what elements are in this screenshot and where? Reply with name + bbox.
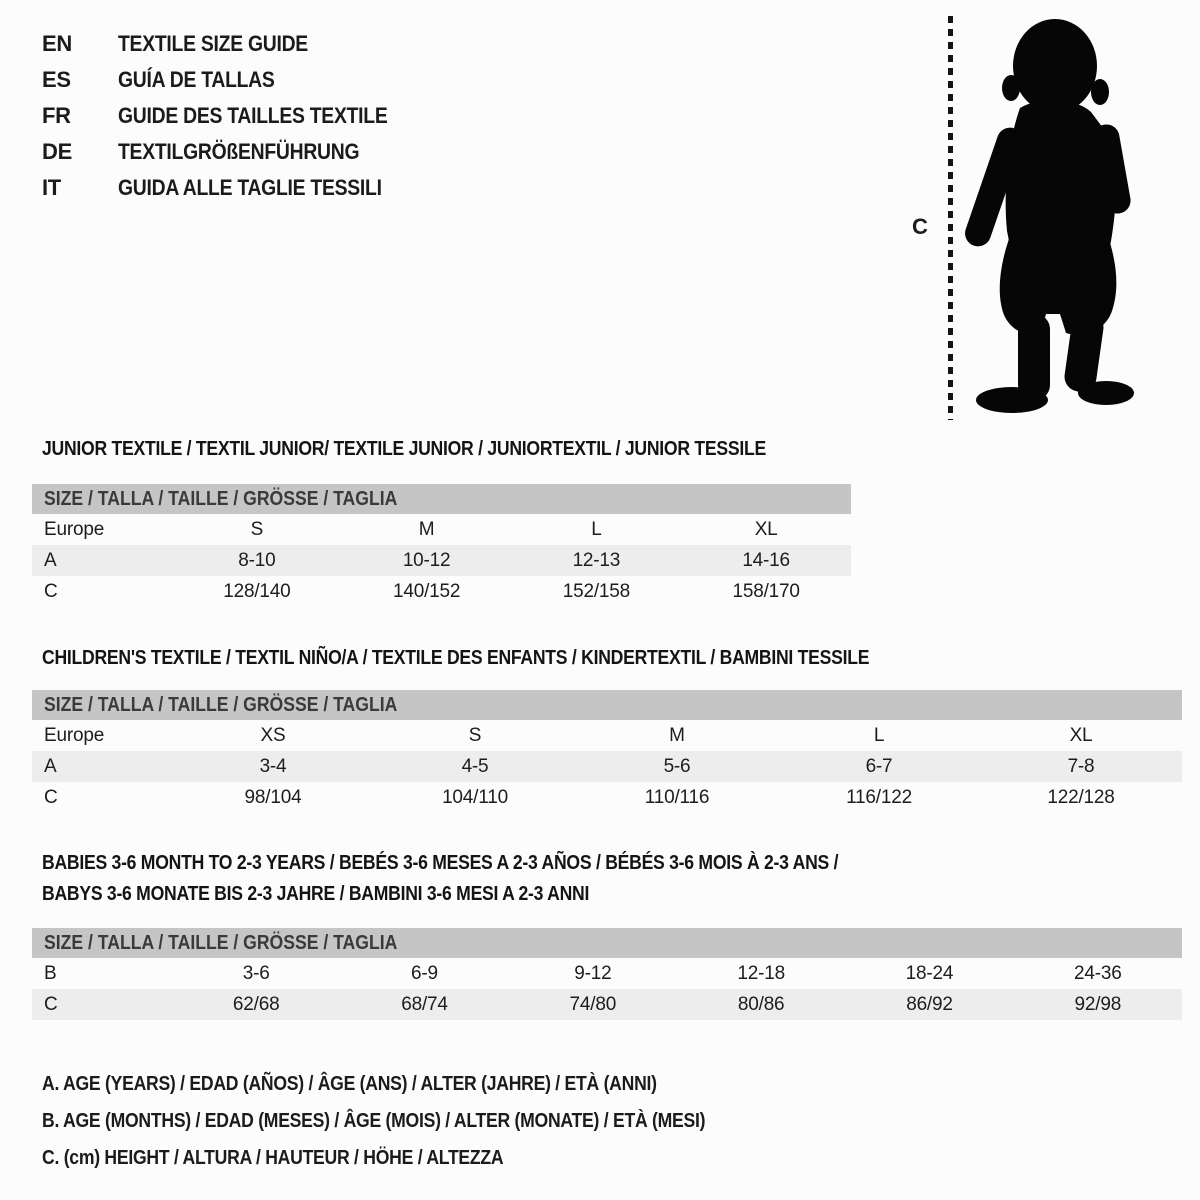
table-cell: L [873,724,885,746]
table-cell: 104/110 [442,786,508,808]
row-label: A [44,549,57,571]
junior-table-header-text: SIZE / TALLA / TAILLE / GRÖSSE / TAGLIA [44,487,398,510]
language-row-it [42,170,424,206]
measure-legend [42,1066,796,1177]
junior-size-table [32,484,851,607]
row-label: C [44,580,58,602]
table-cell: 140/152 [392,580,461,602]
children-section-title-text: CHILDREN'S TEXTILE / TEXTIL NIÑO/A / TEXTILE DES ENFANTS / KINDERTEXTIL / BAMBINI TESSILE [42,647,870,669]
table-cell: S [250,518,264,540]
language-title: GUÍA DE TALLAS [118,67,275,92]
language-title: TEXTILE SIZE GUIDE [118,31,308,56]
legend-line-c-text: C. (cm) HEIGHT / ALTURA / HAUTEUR / HÖHE / ALTEZZA [42,1147,504,1169]
row-label: C [44,786,58,808]
table-cell: XS [260,724,286,746]
language-title: GUIDA ALLE TAGLIE TESSILI [118,175,382,200]
legend-line-a [42,1066,796,1103]
table-cell: 122/128 [1047,786,1115,808]
legend-line-b-text: B. AGE (MONTHS) / EDAD (MESES) / ÂGE (MOIS) / ALTER (MONATE) / ETÀ (MESI) [42,1110,706,1132]
table-cell: 86/92 [906,993,953,1015]
table-cell: 6-7 [865,755,893,777]
table-cell: 24-36 [1074,962,1122,984]
children-section-title [42,643,982,674]
babies-section-title-line1: BABIES 3-6 MONTH TO 2-3 YEARS / BEBÉS 3-6 MESES A 2-3 AÑOS / BÉBÉS 3-6 MOIS À 2-3 ANS / [42,852,839,874]
table-cell: 3-6 [242,962,270,984]
table-cell: 128/140 [223,580,291,602]
row-label: Europe [44,724,105,746]
language-row-en [42,26,424,62]
language-row-de [42,134,424,170]
junior-table-header [32,484,851,514]
table-cell: 18-24 [905,962,954,984]
language-code: ES [42,67,71,92]
legend-line-a-text: A. AGE (YEARS) / EDAD (AÑOS) / ÂGE (ANS) / ALTER (JAHRE) / ETÀ (ANNI) [42,1073,657,1095]
table-cell: 110/116 [644,786,710,808]
table-cell: 116/122 [846,786,912,808]
table-cell: M [669,724,685,746]
babies-table-header-text: SIZE / TALLA / TAILLE / GRÖSSE / TAGLIA [44,931,398,954]
babies-section-title [42,848,947,910]
table-cell: 158/170 [732,580,800,602]
language-title-list [42,26,424,206]
children-size-table [32,690,1182,813]
table-cell: 80/86 [737,993,785,1015]
row-label: B [44,962,57,984]
table-cell: 62/68 [232,993,280,1015]
table-cell: S [468,724,482,746]
table-cell: 3-4 [259,755,287,777]
table-cell: 10-12 [402,549,451,571]
legend-line-b [42,1103,796,1140]
table-row-europe [32,514,851,545]
language-row-fr [42,98,424,134]
row-label: Europe [44,518,105,540]
babies-size-table [32,928,1182,1020]
table-cell: 12-13 [572,549,621,571]
legend-line-c [42,1140,796,1177]
table-row-c [32,576,851,607]
language-code: IT [42,175,61,200]
language-row-es [42,62,424,98]
babies-table-header [32,928,1182,958]
table-cell: XL [1069,724,1093,746]
table-cell: 68/74 [401,993,448,1015]
table-cell: 8-10 [238,549,276,571]
language-code: DE [42,139,72,164]
table-cell: 9-12 [574,962,612,984]
height-measure-dashed-line [948,16,953,420]
table-cell: M [418,518,435,540]
language-title: GUIDE DES TAILLES TEXTILE [118,103,388,128]
table-row-a [32,545,851,576]
table-cell: 5-6 [663,755,691,777]
children-table-header-text: SIZE / TALLA / TAILLE / GRÖSSE / TAGLIA [44,693,398,716]
row-label: A [44,755,57,777]
table-cell: 4-5 [461,755,489,777]
junior-section-title [42,434,865,465]
table-cell: 7-8 [1067,755,1095,777]
table-cell: XL [754,518,778,540]
table-cell: 152/158 [562,580,631,602]
toddler-silhouette-icon [960,14,1140,418]
table-cell: 12-18 [737,962,785,984]
table-row-a [32,751,1182,782]
table-cell: 98/104 [244,786,302,808]
table-cell: 14-16 [742,549,790,571]
table-row-c [32,782,1182,813]
table-cell: 6-9 [411,962,438,984]
language-code: EN [42,31,72,56]
table-row-europe [32,720,1182,751]
children-table-header [32,690,1182,720]
row-label: C [44,993,58,1015]
language-code: FR [42,103,71,128]
table-cell: 92/98 [1074,993,1122,1015]
babies-section-title-line2: BABYS 3-6 MONATE BIS 2-3 JAHRE / BAMBINI 3-6 MESI A 2-3 ANNI [42,883,590,905]
table-row-c [32,989,1182,1020]
height-measure-label: C [912,214,928,239]
junior-section-title-text: JUNIOR TEXTILE / TEXTIL JUNIOR/ TEXTILE JUNIOR / JUNIORTEXTIL / JUNIOR TESSILE [42,438,766,460]
language-title: TEXTILGRÖßENFÜHRUNG [118,139,360,164]
table-row-b [32,958,1182,989]
table-cell: 74/80 [569,993,617,1015]
table-cell: L [591,518,602,540]
